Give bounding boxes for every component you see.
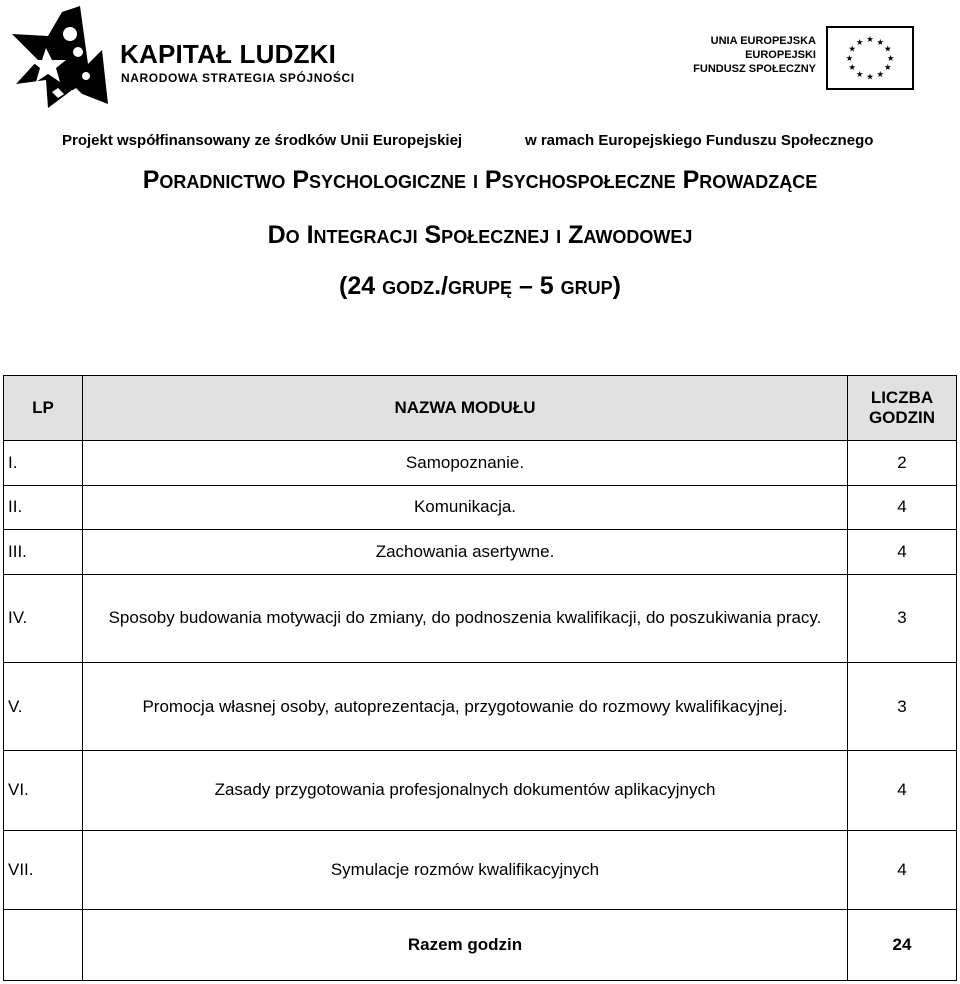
svg-text:★: ★ (886, 52, 895, 63)
svg-text:★: ★ (845, 52, 854, 63)
total-label: Razem godzin (83, 910, 848, 981)
kapital-ludzki-title: KAPITAŁ LUDZKI (120, 39, 337, 69)
row-lp: II. (4, 485, 83, 530)
eu-logo-line3: FUNDUSZ SPOŁECZNY (693, 63, 816, 75)
row-module-name: Sposoby budowania motywacji do zmiany, do podnoszenia kwalifikacji, do poszukiwania pracy. (83, 574, 848, 662)
row-lp: III. (4, 530, 83, 575)
table-row (4, 751, 957, 830)
row-lp: V. (4, 663, 83, 751)
svg-text:★: ★ (848, 62, 856, 73)
row-lp: IV. (4, 574, 83, 662)
table-total-row (4, 910, 957, 981)
row-hours: 4 (848, 530, 957, 575)
row-hours: 3 (848, 663, 957, 751)
svg-text:★: ★ (866, 34, 874, 45)
row-lp: VII. (4, 830, 83, 909)
svg-text:★: ★ (876, 36, 885, 47)
row-hours: 2 (848, 441, 957, 486)
svg-text:★: ★ (855, 36, 864, 47)
table-row (4, 530, 957, 575)
table-row (4, 485, 957, 530)
document-title-line1: Poradnictwo Psychologiczne i Psychospołeczne Prowadzące (142, 166, 818, 194)
document-title-line3: (24 godz./grupę – 5 grup) (339, 272, 621, 300)
project-cofinanced-text: Projekt współfinansowany ze środków Unii Europejskiej (62, 132, 463, 149)
svg-text:★: ★ (884, 62, 892, 73)
svg-text:★: ★ (855, 68, 864, 79)
row-hours: 4 (848, 830, 957, 909)
table-header-row (4, 376, 957, 441)
table-row (4, 830, 957, 909)
svg-text:★: ★ (848, 43, 856, 54)
header-module-name: NAZWA MODUŁU (83, 376, 848, 441)
kapital-ludzki-logo (12, 4, 355, 108)
modules-table (3, 375, 957, 981)
eu-logo (692, 24, 924, 92)
eu-flag-icon (826, 26, 914, 90)
row-module-name: Symulacje rozmów kwalifikacyjnych (83, 830, 848, 909)
row-lp: VI. (4, 751, 83, 830)
header-lp: LP (4, 376, 83, 441)
document-title-line2: Do Integracji Społecznej i Zawodowej (267, 221, 693, 249)
table-row (4, 574, 957, 662)
eu-logo-line2: EUROPEJSKI (745, 49, 816, 61)
row-hours: 4 (848, 751, 957, 830)
eu-logo-line1: UNIA EUROPEJSKA (710, 35, 816, 47)
project-efs-text: w ramach Europejskiego Funduszu Społecznego (525, 132, 874, 149)
eu-logo-text (692, 34, 816, 76)
row-hours: 4 (848, 485, 957, 530)
row-hours: 3 (848, 574, 957, 662)
total-hours: 24 (848, 910, 957, 981)
kapital-ludzki-subtitle: NARODOWA STRATEGIA SPÓJNOŚCI (121, 71, 355, 85)
total-empty-cell (4, 910, 83, 981)
svg-text:★: ★ (876, 68, 885, 79)
row-lp: I. (4, 441, 83, 486)
row-module-name: Zachowania asertywne. (83, 530, 848, 575)
table-row (4, 663, 957, 751)
kapital-ludzki-star-icon (12, 4, 116, 108)
row-module-name: Komunikacja. (83, 485, 848, 530)
row-module-name: Samopoznanie. (83, 441, 848, 486)
table-row (4, 441, 957, 486)
svg-text:★: ★ (866, 71, 874, 82)
svg-text:★: ★ (884, 43, 892, 54)
row-module-name: Zasady przygotowania profesjonalnych dokumentów aplikacyjnych (83, 751, 848, 830)
header-hours: LICZBA GODZIN (848, 376, 957, 441)
row-module-name: Promocja własnej osoby, autoprezentacja, przygotowanie do rozmowy kwalifikacyjnej. (83, 663, 848, 751)
